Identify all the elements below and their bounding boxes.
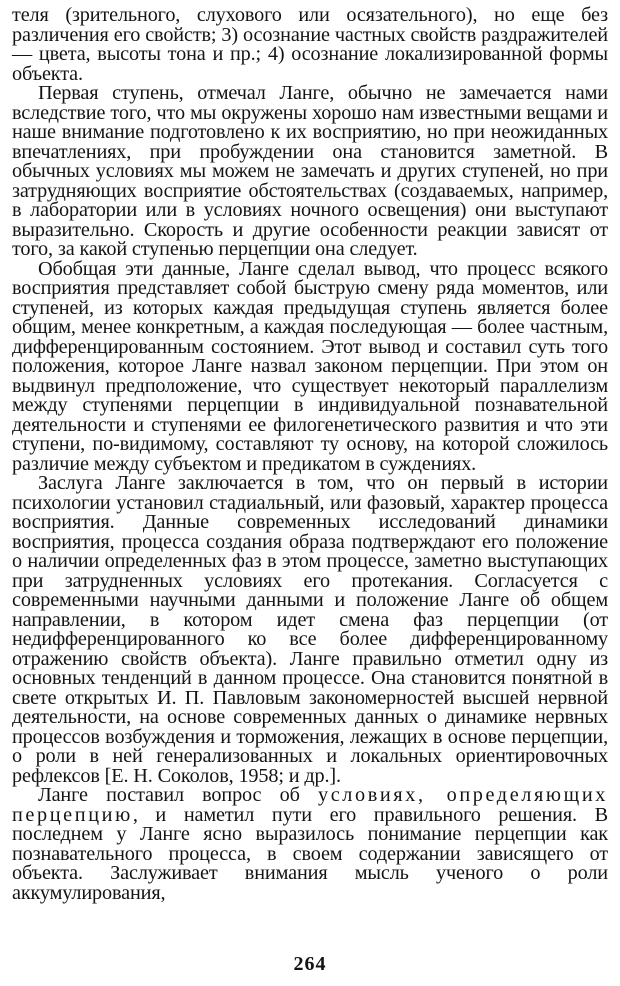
paragraph-5-lead: Ланге поставил вопрос об: [38, 784, 318, 806]
spaced-emphasis: условиях, определяющих перцепцию: [12, 784, 608, 826]
paragraph-4: Заслуга Ланге заключается в том, что он первый в истории психологии установил стадиальный, или фазовый, характер процесса восприятия. Данные современных исследований динамики восприятия, процесса создания образа подтверждают его положение о наличии определенных фаз в этом процессе, заметно выступающих при затрудненных условиях его протекания. Согласуется с современными научными данными и положение Ланге об общем направлении, в котором идет смена фаз перцепции (от недифференцированного ко все более дифференцированному отражению свойств объекта). Ланге правильно отметил одну из основных тенденций в данном процессе. Она становится понятной в свете открытых И. П. Павловым закономерностей высшей нервной деятельности, на основе современных данных о динамике нервных процессов возбуждения и торможения, лежащих в основе перцепции, о роли в ней генерализованных и локальных ориентировочных рефлексов [Е. Н. Соколов, 1958; и др.].: [12, 472, 608, 787]
paragraph-5-rest: , и наметил пути его правильного решения. В последнем у Ланге ясно выразилось понимание перцепции как познавательного процесса, в своем содержании зависящего от объекта. Заслуживает внимания мысль ученого о роли аккумулирования,: [12, 803, 608, 904]
paragraph-1: теля (зрительного, слухового или осязательного), но еще без различения его свойств; 3) осознание частных свойств раздражителей — цвета, высоты тона и пр.; 4) осознание локализированной формы объекта.: [12, 4, 608, 85]
page-body: [12, 6, 608, 903]
paragraph-5: [12, 786, 608, 903]
page-number: 264: [293, 953, 327, 975]
paragraph-2: Первая ступень, отмечал Ланге, обычно не замечается нами вследствие того, что мы окружены хорошо нам известными вещами и наше внимание подготовлено к их восприятию, но при неожиданных впечатлениях, при пробуждении она становится заметной. В обычных условиях мы можем не замечать и других ступеней, но при затрудняющих восприятие обстоятельствах (создаваемых, например, в лаборатории или в условиях ночного освещения) они выступают выразительно. Скорость и другие особенности реакции зависят от того, за какой ступенью перцепции она следует.: [12, 82, 608, 260]
paragraph-3: Обобщая эти данные, Ланге сделал вывод, что процесс всякого восприятия представляет собой быструю смену ряда моментов, или ступеней, из которых каждая предыдущая ступень является более общим, менее конкретным, а каждая последующая — более частным, дифференцированным состоянием. Этот вывод и составил суть того положения, которое Ланге назвал законом перцепции. При этом он выдвинул предположение, что существует некоторый параллелизм между ступенями перцепции в индивидуальной познавательной деятельности и ступенями ее филогенетического развития и что эти ступени, по-видимому, составляют ту основу, на которой сложилось различие между субъектом и предикатом в суждениях.: [12, 257, 608, 475]
